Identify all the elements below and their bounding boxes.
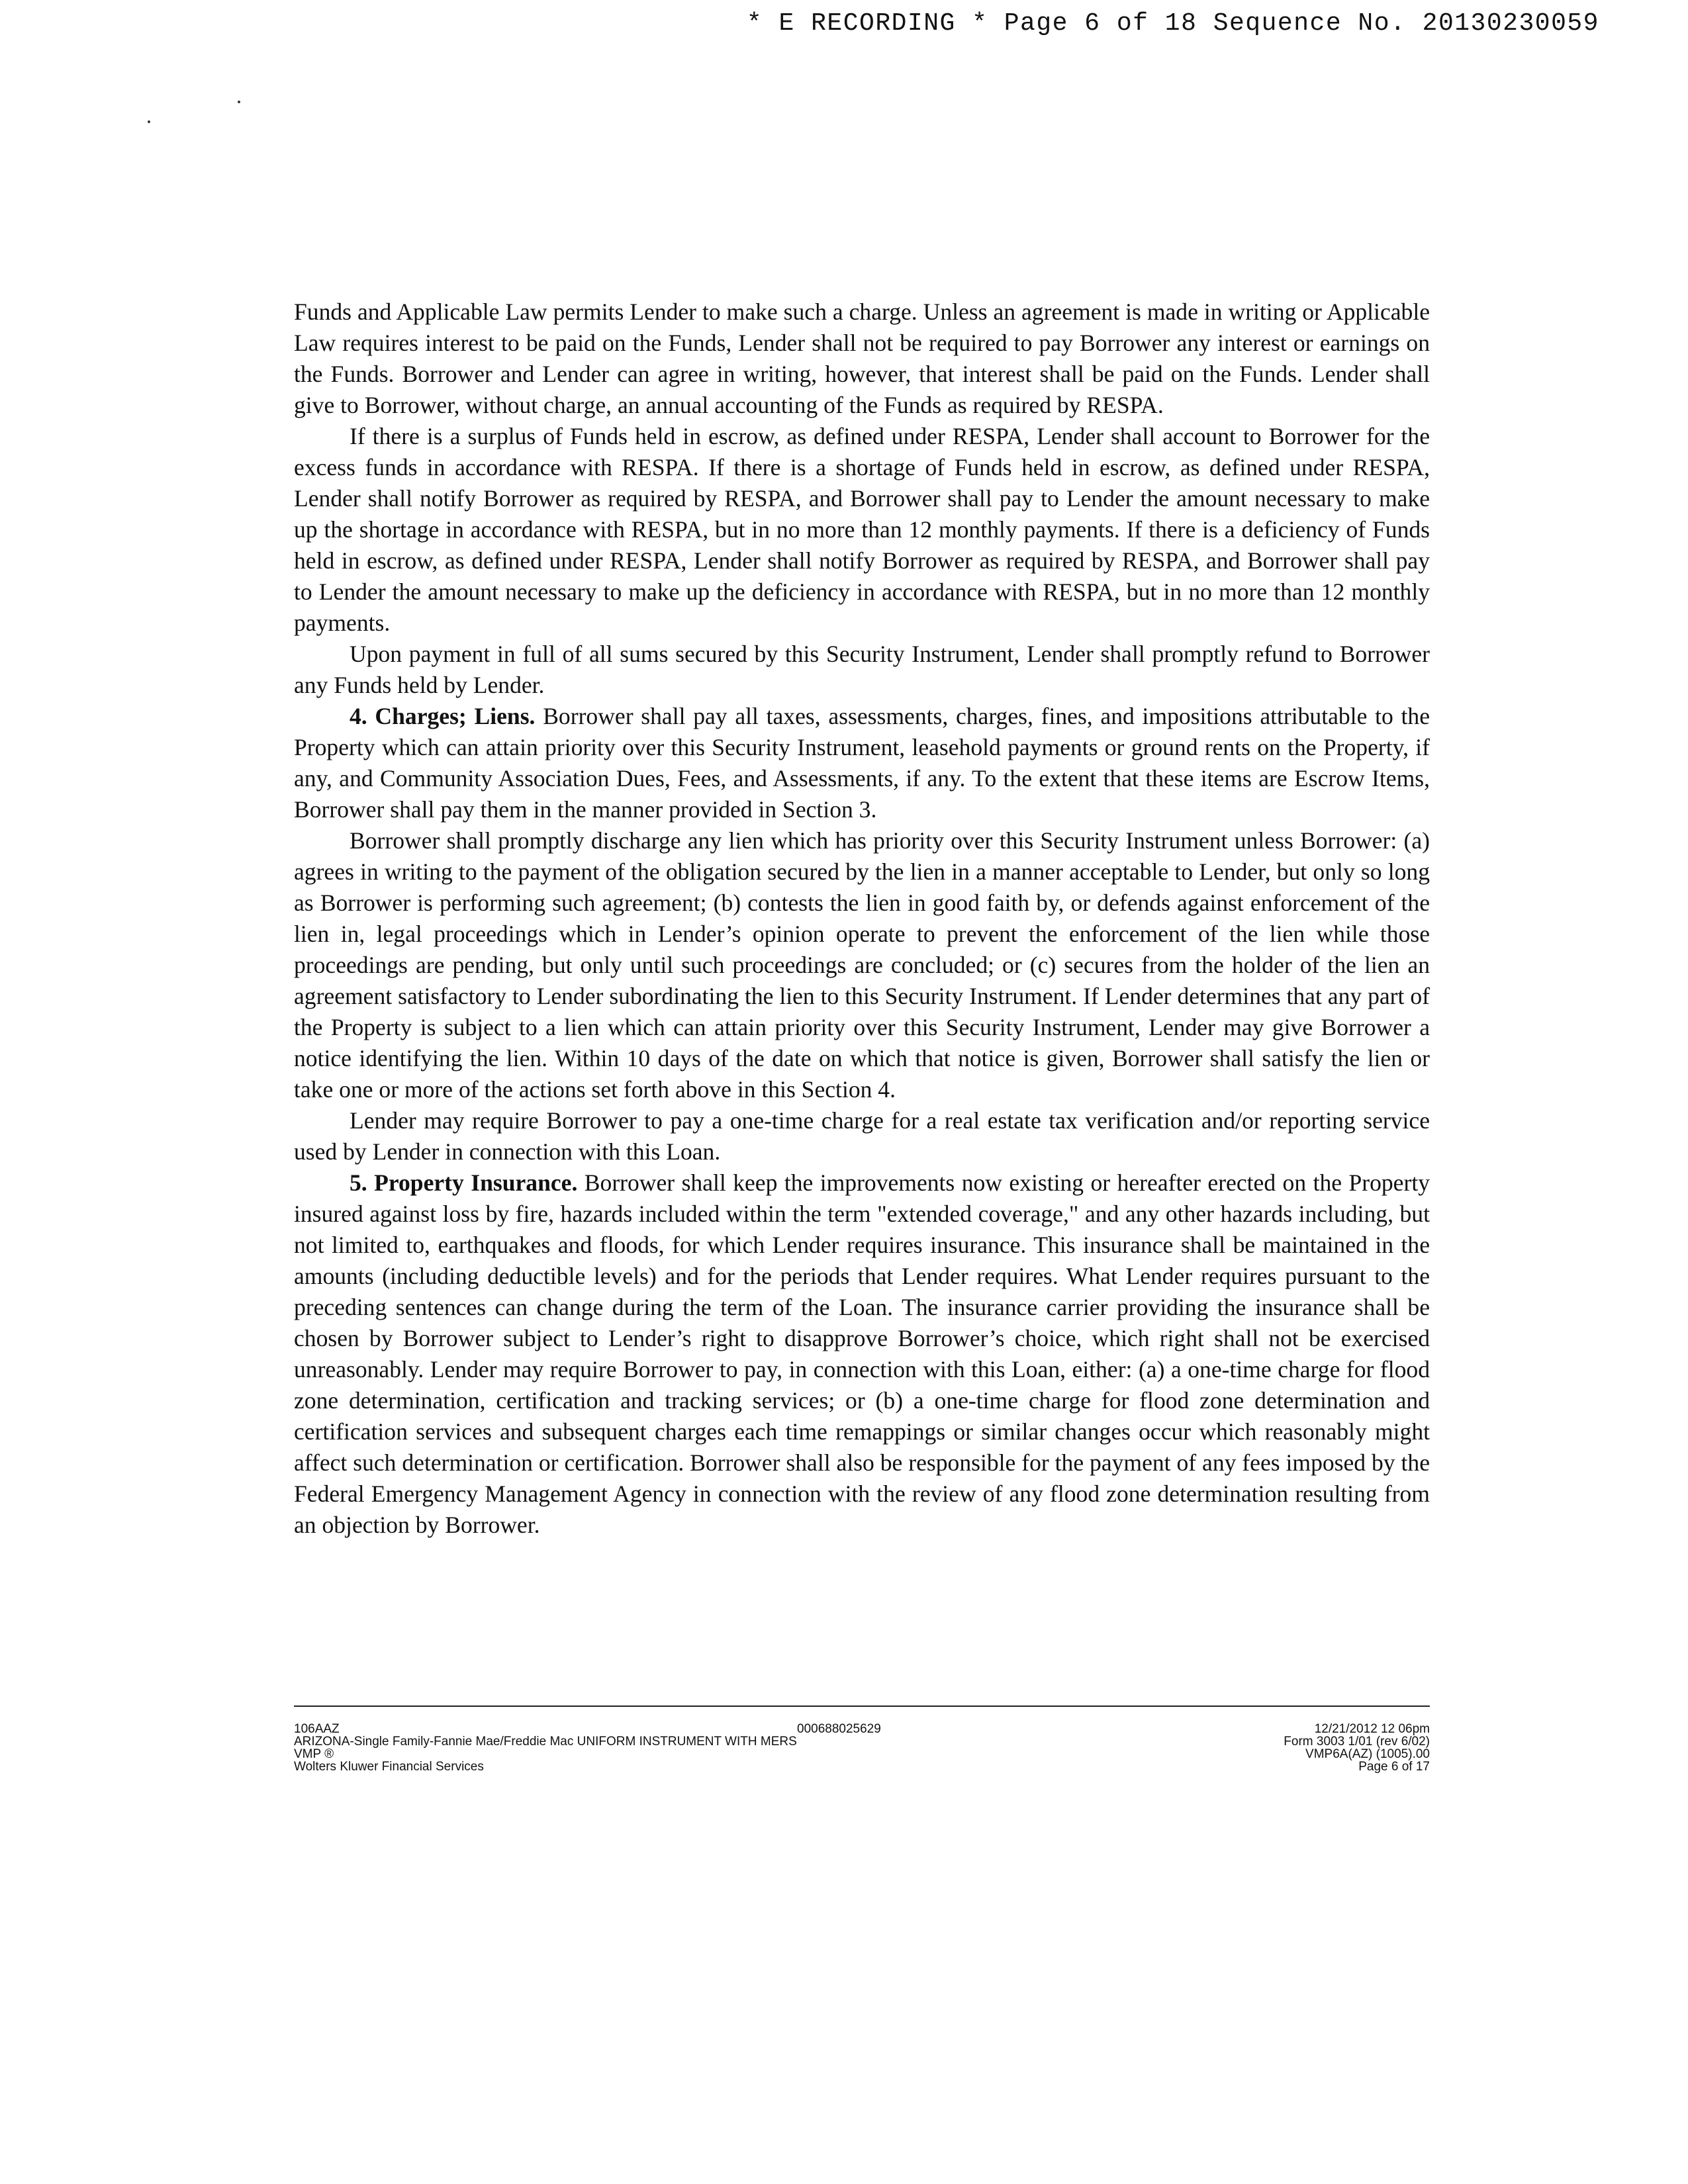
- document-body: [294, 296, 1430, 1541]
- print-timestamp: 12/21/2012 12 06pm: [1314, 1722, 1430, 1736]
- form-title: ARIZONA-Single Family-Fannie Mae/Freddie Mac UNIFORM INSTRUMENT WITH MERS: [294, 1735, 797, 1749]
- paragraph: [294, 296, 1430, 421]
- form-number: Form 3003 1/01 (rev 6/02): [1284, 1735, 1430, 1749]
- form-version: VMP6A(AZ) (1005).00: [1305, 1747, 1430, 1761]
- paragraph-text: Borrower shall pay all taxes, assessments, charges, fines, and impositions attributable to the Property which can attain priority over this Security Instrument, leasehold payments or ground rents on the Property, if any, and Community Association Dues, Fees, and Assessments, if any. To the extent that these items are Escrow Items, Borrower shall pay them in the manner provided in Section 3.: [294, 703, 1430, 823]
- paragraph-text: Borrower shall promptly discharge any lien which has priority over this Security Instrument unless Borrower: (a) agrees in writing to the payment of the obligation secured by the lien in a manner acceptable to Lender, but only so long as Borrower is performing such agreement; (b) contests the lien in good faith by, or defends against enforcement of the lien in, legal proceedings which in Lender’s opinion operate to prevent the enforcement of the lien while those proceedings are pending, but only until such proceedings are concluded; or (c) secures from the holder of the lien an agreement satisfactory to Lender subordinating the lien to this Security Instrument. If Lender determines that any part of the Property is subject to a lien which can attain priority over this Security Instrument, Lender may give Borrower a notice identifying the lien. Within 10 days of the date on which that notice is given, Borrower shall satisfy the lien or take one or more of the actions set forth above in this Section 4.: [294, 827, 1430, 1103]
- paragraph-text: Borrower shall keep the improvements now existing or hereafter erected on the Property insured against loss by fire, hazards included within the term "extended coverage," and any other hazards including, but not limited to, earthquakes and floods, for which Lender requires insurance. This insurance shall be maintained in the amounts (including deductible levels) and for the periods that Lender requires. What Lender requires pursuant to the preceding sentences can change during the term of the Loan. The insurance carrier providing the insurance shall be chosen by Borrower subject to Lender’s right to disapprove Borrower’s choice, which right shall not be exercised unreasonably. Lender may require Borrower to pay, in connection with this Loan, either: (a) a one-time charge for flood zone determination, certification and tracking services; or (b) a one-time charge for flood zone determination and certification services and subsequent charges each time remappings or similar changes occur which reasonably might affect such determination or certification. Borrower shall also be responsible for the payment of any fees imposed by the Federal Emergency Management Agency in connection with the review of any flood zone determination resulting from an objection by Borrower.: [294, 1169, 1430, 1538]
- footer-right-block: [1284, 1723, 1430, 1773]
- paragraph-text: Upon payment in full of all sums secured by this Security Instrument, Lender shall promptly refund to Borrower any Funds held by Lender.: [294, 641, 1430, 698]
- paragraph-section-4: [294, 701, 1430, 825]
- paragraph: [294, 825, 1430, 1105]
- recording-header: * E RECORDING * Page 6 of 18 Sequence No. 20130230059: [746, 9, 1599, 38]
- scan-speck: [238, 101, 240, 103]
- publisher: Wolters Kluwer Financial Services: [294, 1760, 484, 1774]
- paragraph: [294, 421, 1430, 639]
- loan-number: 000688025629: [797, 1722, 881, 1736]
- scan-speck: [148, 120, 150, 123]
- paragraph: [294, 1105, 1430, 1167]
- paragraph-text: If there is a surplus of Funds held in escrow, as defined under RESPA, Lender shall account to Borrower for the excess funds in accordance with RESPA. If there is a shortage of Funds held in escrow, as defined under RESPA, Lender shall notify Borrower as required by RESPA, and Borrower shall pay to Lender the amount necessary to make up the shortage in accordance with RESPA, but in no more than 12 monthly payments. If there is a deficiency of Funds held in escrow, as defined under RESPA, Lender shall notify Borrower as required by RESPA, and Borrower shall pay to Lender the amount necessary to make up the deficiency in accordance with RESPA, but in no more than 12 monthly payments.: [294, 423, 1430, 636]
- section-heading: 5. Property Insurance.: [350, 1169, 578, 1196]
- vendor-mark: VMP ®: [294, 1747, 334, 1761]
- paragraph: [294, 639, 1430, 701]
- page-number: Page 6 of 17: [1358, 1760, 1430, 1774]
- section-heading: 4. Charges; Liens.: [350, 703, 536, 729]
- form-code: 106AAZ: [294, 1722, 340, 1736]
- paragraph-section-5: [294, 1167, 1430, 1541]
- paragraph-text: Lender may require Borrower to pay a one-time charge for a real estate tax verification and/or reporting service used by Lender in connection with this Loan.: [294, 1107, 1430, 1165]
- footer-divider: [294, 1706, 1430, 1707]
- paragraph-text: Funds and Applicable Law permits Lender to make such a charge. Unless an agreement is made in writing or Applicable Law requires interest to be paid on the Funds, Lender shall not be required to pay Borrower any interest or earnings on the Funds. Borrower and Lender can agree in writing, however, that interest shall be paid on the Funds. Lender shall give to Borrower, without charge, an annual accounting of the Funds as required by RESPA.: [294, 298, 1430, 418]
